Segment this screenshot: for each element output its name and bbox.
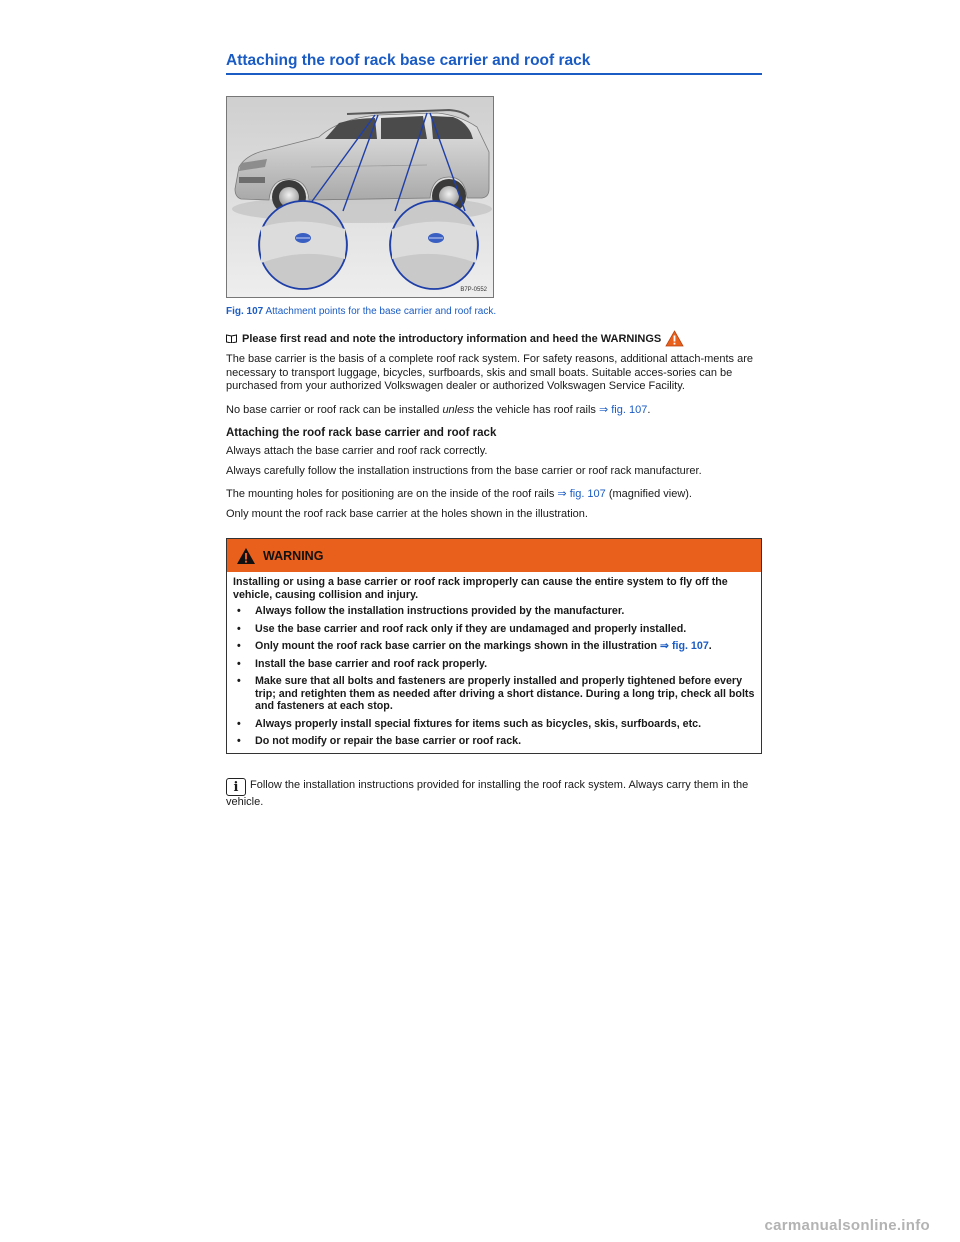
paragraph-mount-holes-shown: Only mount the roof rack base carrier at the holes shown in the illustration. xyxy=(226,507,588,520)
warning-item xyxy=(233,605,755,618)
bullet: • xyxy=(237,622,241,635)
paragraph-mounting-holes xyxy=(226,488,762,502)
warning-box xyxy=(226,538,762,754)
warning-item xyxy=(233,718,755,731)
warning-triangle-icon xyxy=(236,547,256,565)
warning-item-text: Always properly install special fixtures for items such as bicycles, skis, surfboards, etc. xyxy=(255,717,702,730)
book-icon xyxy=(226,334,237,343)
page-title: Attaching the roof rack base carrier and roof rack xyxy=(226,52,762,75)
warning-item-text: Make sure that all bolts and fasteners are properly installed and properly tightened before every trip; and retighten them as needed after driving a short distance. During a long trip, check all bolts and fasteners at each stop. xyxy=(255,675,755,712)
warning-item-text: Always follow the installation instructions provided by the manufacturer. xyxy=(255,605,625,617)
warning-item xyxy=(233,640,755,653)
figure-caption-label: Fig. 107 xyxy=(226,306,264,317)
paragraph-attach-correctly: Always attach the base carrier and roof rack correctly. xyxy=(226,445,488,457)
fig-107-link[interactable]: ⇒ fig. 107 xyxy=(598,403,648,416)
figure-caption-text: Attachment points for the base carrier and roof rack. xyxy=(263,306,497,317)
info-note-text: Follow the installation instructions provided for installing the roof rack system. Always carry them in the vehicle. xyxy=(226,778,749,808)
warning-label: WARNING xyxy=(263,548,324,563)
info-note xyxy=(226,778,762,810)
intro-text: Please first read and note the introductory information and heed the WARNINGS xyxy=(242,332,662,345)
emphasis-unless: unless xyxy=(442,403,475,416)
paragraph-roof-rails xyxy=(226,404,762,418)
manual-page xyxy=(226,52,762,809)
bullet: • xyxy=(237,735,241,747)
bullet: • xyxy=(237,657,241,670)
paragraph-follow-instructions: Always carefully follow the installation instructions from the base carrier or roof rack manufacturer. xyxy=(226,464,702,477)
paragraph-text: The mounting holes for positioning are on the inside of the roof rails xyxy=(226,488,558,500)
bullet: • xyxy=(237,640,241,652)
warning-list xyxy=(233,605,755,748)
warning-item-text: Do not modify or repair the base carrier or roof rack. xyxy=(255,735,522,747)
fig-107-link[interactable]: ⇒ fig. 107 xyxy=(660,640,709,652)
warning-item-text xyxy=(255,640,712,653)
fig-107-link[interactable]: ⇒ fig. 107 xyxy=(557,488,606,500)
paragraph-text: (magnified view). xyxy=(605,488,692,500)
paragraph-text: . xyxy=(647,403,651,416)
figure-caption xyxy=(226,306,762,317)
paragraph-base-carrier: The base carrier is the basis of a complete roof rack system. For safety reasons, additional attach-ments are necessary to transport luggage, bicycles, surfboards, skis and small boats. Suitable acces-sories can be purchased from your authorized Volkswagen dealer or authorized Volkswagen Service Facility. xyxy=(226,353,754,392)
bullet: • xyxy=(237,675,241,687)
intro-line xyxy=(226,330,762,347)
warning-item-text: Install the base carrier and roof rack properly. xyxy=(255,657,488,670)
warning-item xyxy=(233,658,755,671)
warning-item xyxy=(233,735,755,748)
paragraph-text: No base carrier or roof rack can be installed xyxy=(226,403,443,416)
figure-code: B7P-0552 xyxy=(460,287,487,293)
warning-lead: Installing or using a base carrier or roof rack improperly can cause the entire system to fly off the vehicle, causing collision and injury. xyxy=(233,576,728,601)
bullet: • xyxy=(237,605,241,617)
info-icon: i xyxy=(226,778,246,796)
warning-body xyxy=(227,572,761,753)
section-heading: Attaching the roof rack base carrier and roof rack xyxy=(226,427,497,439)
vehicle-illustration xyxy=(227,97,493,297)
warning-item xyxy=(233,675,755,713)
warning-item-text-part: Only mount the roof rack base carrier on the markings shown in the illustration xyxy=(255,640,661,652)
warning-header xyxy=(227,539,761,572)
watermark: carmanualsonline.info xyxy=(764,1217,930,1234)
warning-triangle-icon xyxy=(665,330,684,347)
bullet: • xyxy=(237,717,241,730)
warning-item xyxy=(233,623,755,636)
warning-item-text-end: . xyxy=(708,640,712,652)
warning-item-text: Use the base carrier and roof rack only if they are undamaged and properly installed. xyxy=(255,622,687,635)
paragraph-text: the vehicle has roof rails xyxy=(474,403,599,416)
figure-vehicle-roof-rails xyxy=(226,96,494,298)
